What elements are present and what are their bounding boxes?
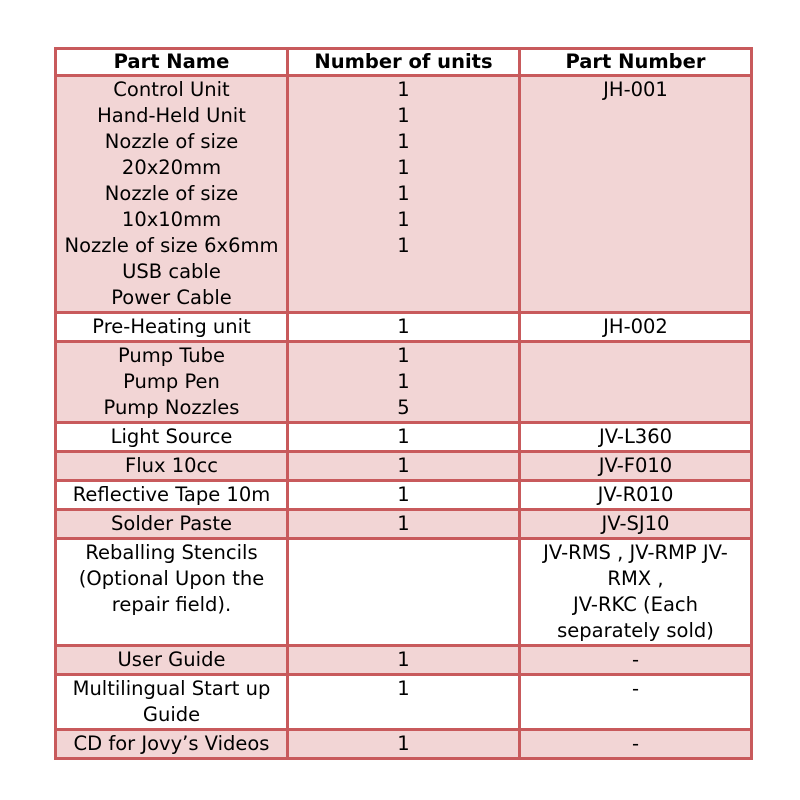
part-name-line: Nozzle of size [104,130,239,153]
table-row [56,646,752,675]
units-line: 1 [397,315,410,338]
part-name-line: Pump Pen [123,370,220,393]
units-cell [288,481,520,510]
units-cell [288,313,520,342]
part-number-line: JV-RMS , JV-RMP JV- [543,541,728,564]
table-row [56,481,752,510]
part-number-cell [520,423,752,452]
units-line: 1 [397,512,410,535]
units-line: 1 [397,156,410,179]
part-number-cell [520,646,752,675]
units-cell [288,76,520,313]
table-row [56,510,752,539]
part-name-line: 10x10mm [121,208,222,231]
table-row [56,313,752,342]
part-name-cell [56,313,288,342]
part-name-cell [56,342,288,423]
units-line: 5 [397,396,410,419]
part-name-line: (Optional Upon the [78,567,265,590]
units-line: 1 [397,104,410,127]
units-cell [288,730,520,759]
part-name-line: Hand-Held Unit [97,104,246,127]
units-line: 1 [397,182,410,205]
part-name-line: Reballing Stencils [85,541,258,564]
part-number-line: RMX , [607,567,664,590]
table-row [56,423,752,452]
units-cell [288,342,520,423]
table-row [56,76,752,313]
units-line: 1 [397,732,410,755]
part-name-line: Control Unit [113,78,230,101]
table-row [56,452,752,481]
part-name-line: CD for Jovy’s Videos [73,732,270,755]
part-name-cell [56,539,288,646]
part-name-cell [56,646,288,675]
part-number-line: JV-RKC (Each [572,593,699,616]
part-name-line: Solder Paste [111,512,232,535]
units-line: 1 [397,677,410,700]
part-number-cell [520,510,752,539]
part-number-cell [520,452,752,481]
header-part-number: Part Number [520,49,752,76]
part-number-cell [520,675,752,730]
units-line: 1 [397,454,410,477]
part-number-line: JV-SJ10 [601,512,670,535]
part-name-cell [56,730,288,759]
table-row [56,342,752,423]
part-number-cell [520,342,752,423]
part-name-line: Pre-Heating unit [92,315,251,338]
part-number-cell [520,76,752,313]
part-number-line: - [631,732,640,755]
part-number-cell [520,481,752,510]
part-name-line: Nozzle of size [104,182,239,205]
part-number-line: - [631,677,640,700]
part-name-cell [56,675,288,730]
part-number-line: JV-L360 [598,425,673,448]
part-number-cell [520,539,752,646]
units-line: 1 [397,234,410,257]
part-name-line: repair field). [111,593,232,616]
part-number-line: separately sold) [557,619,714,642]
part-number-line: JV-F010 [598,454,673,477]
part-name-line: Pump Nozzles [103,396,240,419]
part-number-line: JV-R010 [597,483,674,506]
part-name-line: Light Source [110,425,233,448]
units-line: 1 [397,208,410,231]
part-name-line: Guide [142,703,201,726]
units-line: 1 [397,483,410,506]
units-cell [288,646,520,675]
part-number-line: JH-002 [603,315,668,338]
part-name-line: Pump Tube [117,344,226,367]
part-name-cell [56,481,288,510]
part-name-line: Multilingual Start up [72,677,271,700]
part-number-line: - [631,648,640,671]
units-line: 1 [397,648,410,671]
part-name-line: User Guide [117,648,226,671]
part-name-cell [56,452,288,481]
header-part-name: Part Name [56,49,288,76]
part-number-line: JH-001 [603,78,668,101]
table-row [56,730,752,759]
part-name-line: USB cable [122,260,221,283]
part-name-line: Reflective Tape 10m [72,483,271,506]
part-name-cell [56,76,288,313]
units-cell [288,423,520,452]
part-name-cell [56,510,288,539]
header-number-of-units: Number of units [288,49,520,76]
units-line: 1 [397,130,410,153]
part-number-cell [520,313,752,342]
units-cell [288,675,520,730]
part-name-line: Flux 10cc [125,454,218,477]
part-name-line: Nozzle of size 6x6mm [64,234,279,257]
part-name-cell [56,423,288,452]
units-cell [288,510,520,539]
header-row [56,49,752,76]
part-name-line: Power Cable [111,286,232,309]
table-row [56,539,752,646]
table-row [56,675,752,730]
parts-table [54,47,753,760]
units-line: 1 [397,370,410,393]
units-line: 1 [397,344,410,367]
part-name-line: 20x20mm [121,156,222,179]
part-number-cell [520,730,752,759]
units-cell [288,452,520,481]
units-cell [288,539,520,646]
units-line: 1 [397,78,410,101]
units-line: 1 [397,425,410,448]
